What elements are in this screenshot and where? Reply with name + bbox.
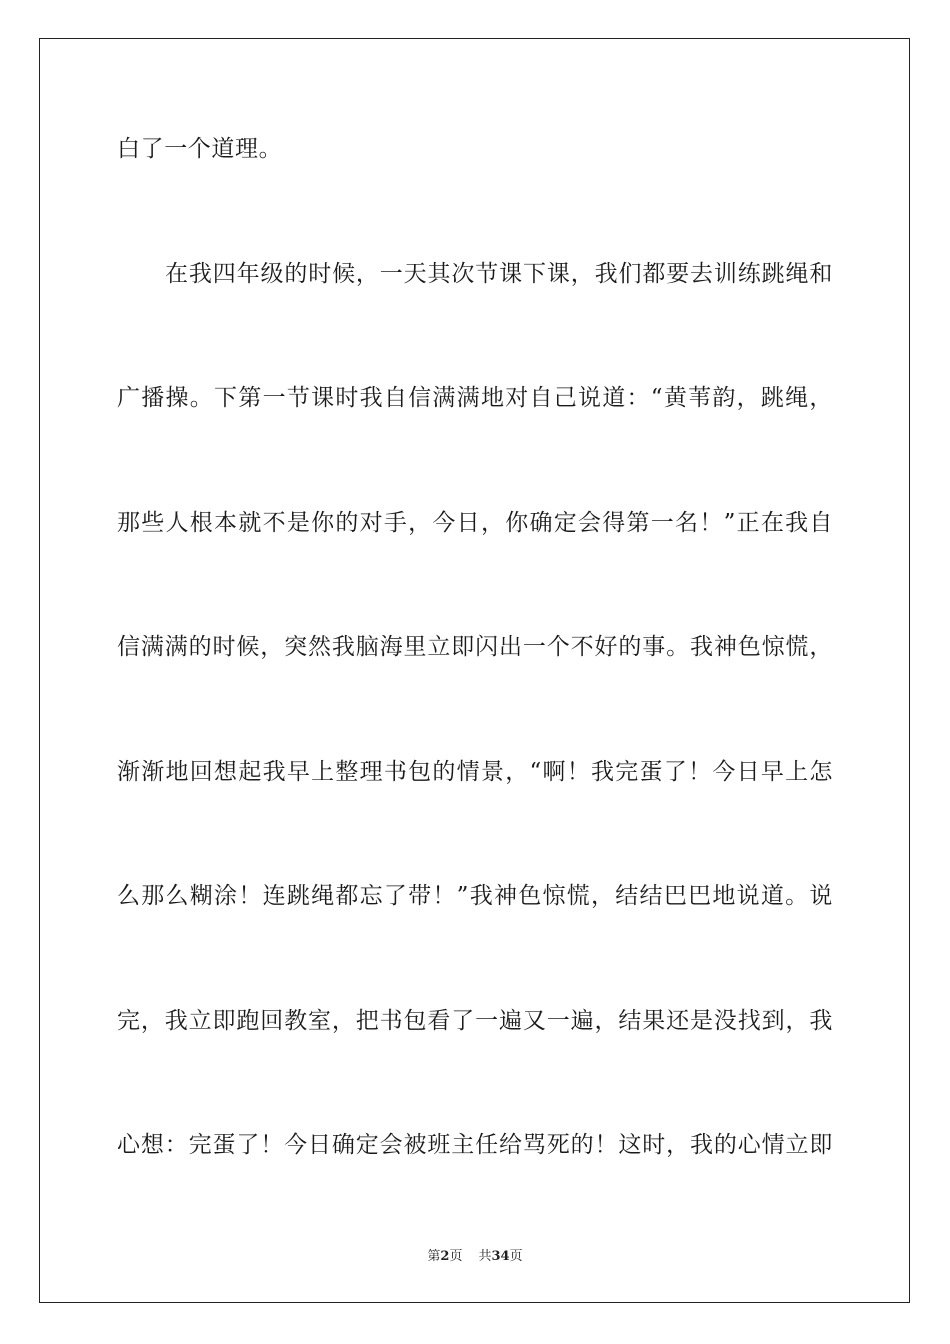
paragraph-line-1: 白了一个道理。 (117, 136, 283, 162)
paragraph-line-7: 么那么糊涂！连跳绳都忘了带！”我神色惊慌，结结巴巴地说道。说 (117, 883, 833, 909)
total-suffix: 页 (509, 1249, 523, 1264)
page-suffix: 页 (449, 1249, 463, 1264)
page-prefix: 第 (427, 1249, 441, 1264)
page-total-number: 34 (491, 1249, 510, 1264)
page-border (39, 38, 910, 1303)
paragraph-line-8: 完，我立即跑回教室，把书包看了一遍又一遍，结果还是没找到，我 (117, 1008, 833, 1034)
paragraph-line-9: 心想：完蛋了！今日确定会被班主任给骂死的！这时，我的心情立即 (117, 1132, 833, 1158)
paragraph-line-3: 广播操。下第一节课时我自信满满地对自己说道：“黄苇韵，跳绳， (117, 385, 833, 411)
paragraph-line-2: 在我四年级的时候，一天其次节课下课，我们都要去训练跳绳和 (165, 261, 833, 287)
page-footer (0, 1248, 950, 1266)
total-prefix: 共 (478, 1249, 492, 1264)
paragraph-line-4: 那些人根本就不是你的对手，今日，你确定会得第一名！”正在我自 (117, 510, 833, 536)
page-current-number: 2 (440, 1249, 450, 1264)
paragraph-line-6: 渐渐地回想起我早上整理书包的情景，“啊！我完蛋了！今日早上怎 (117, 759, 833, 785)
paragraph-line-5: 信满满的时候，突然我脑海里立即闪出一个不好的事。我神色惊慌， (117, 634, 833, 660)
